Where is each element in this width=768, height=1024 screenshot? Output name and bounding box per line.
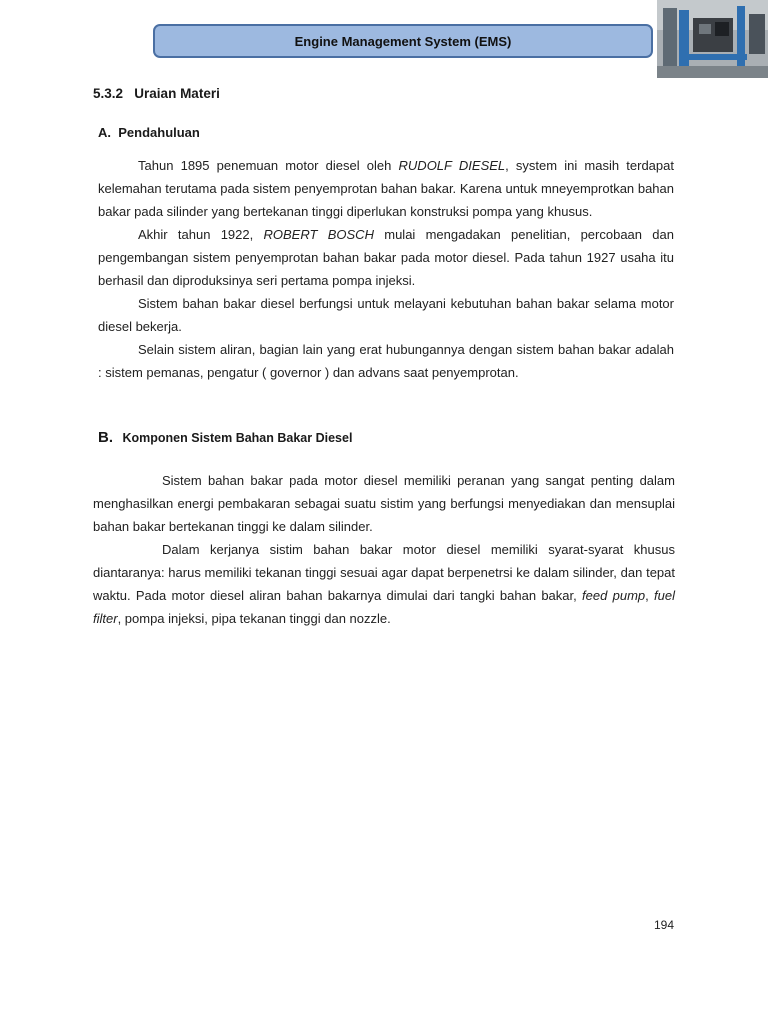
paragraph-text: Selain sistem aliran, bagian lain yang erat hubungannya dengan sistem bahan bakar adalah : sistem pemanas, pengatur ( governor ) dan advans saat penyemprotan.: [98, 342, 674, 380]
engine-photo-graphic: [657, 0, 768, 78]
paragraph-text: Sistem bahan bakar diesel berfungsi untuk melayani kebutuhan bahan bakar selama motor diesel bekerja.: [98, 296, 674, 334]
header-banner: [153, 24, 653, 58]
paragraph-text: Akhir tahun 1922,: [138, 227, 264, 242]
paragraph-text: , system ini masih terdapat kelemahan terutama pada sistem penyemprotan bahan bakar. Karena untuk mneyemprotkan bahan bakar pada silinder yang bertekanan tinggi diperlukan konstruksi pompa yang khusus.: [98, 158, 674, 219]
paragraph-text: mulai mengadakan penelitian, percobaan dan pengembangan sistem penyemprotan bahan bakar pada motor diesel. Pada tahun 1927 usaha itu berhasil dan diproduksinya seri pertama pompa injeksi.: [98, 227, 674, 288]
paragraph-text: ,: [645, 588, 655, 603]
paragraph-text: Sistem bahan bakar pada motor diesel memiliki peranan yang sangat penting dalam menghasilkan energi pembakaran sebagai suatu sistim yang berfungsi menyediakan dan mensuplai bahan bakar bertekanan tinggi ke dalam silinder.: [93, 473, 675, 534]
section-heading: [93, 86, 220, 101]
subsection-b-letter: B.: [98, 429, 113, 446]
paragraph-text: Tahun 1895 penemuan motor diesel oleh: [138, 158, 399, 173]
paragraph: [98, 292, 674, 338]
subsection-b-heading: [98, 429, 352, 446]
subsection-a-letter: A.: [98, 125, 111, 140]
subsection-a-heading: [98, 125, 200, 140]
header-title: Engine Management System (EMS): [294, 33, 512, 49]
subsection-b-title: Komponen Sistem Bahan Bakar Diesel: [122, 431, 353, 445]
paragraph-text: Dalam kerjanya sistim bahan bakar motor diesel memiliki syarat-syarat khusus diantaranya: harus memiliki tekanan tinggi sesuai agar dapat berpenetrsi ke dalam silinder, dan tepat waktu. Pada motor diesel aliran bahan bakarnya dimulai dari tangki bahan bakar,: [93, 542, 675, 603]
paragraph: [98, 154, 674, 223]
paragraph: [98, 223, 674, 292]
subsection-a-title: Pendahuluan: [118, 125, 200, 140]
italic-text: feed pump: [582, 588, 646, 603]
paragraph: [93, 469, 675, 538]
paragraph-text: , pompa injeksi, pipa tekanan tinggi dan nozzle.: [117, 611, 391, 626]
engine-trainer-photo: [657, 0, 768, 78]
italic-text: fuel filter: [93, 588, 676, 626]
section-number: 5.3.2: [93, 86, 124, 101]
pendahuluan-body: [98, 154, 674, 384]
paragraph: [93, 538, 675, 630]
section-title: Uraian Materi: [134, 86, 220, 101]
komponen-body: [93, 469, 675, 630]
italic-text: RUDOLF DIESEL: [398, 158, 506, 173]
page-number: 194: [654, 918, 675, 932]
paragraph: [98, 338, 674, 384]
italic-text: ROBERT BOSCH: [263, 227, 374, 242]
